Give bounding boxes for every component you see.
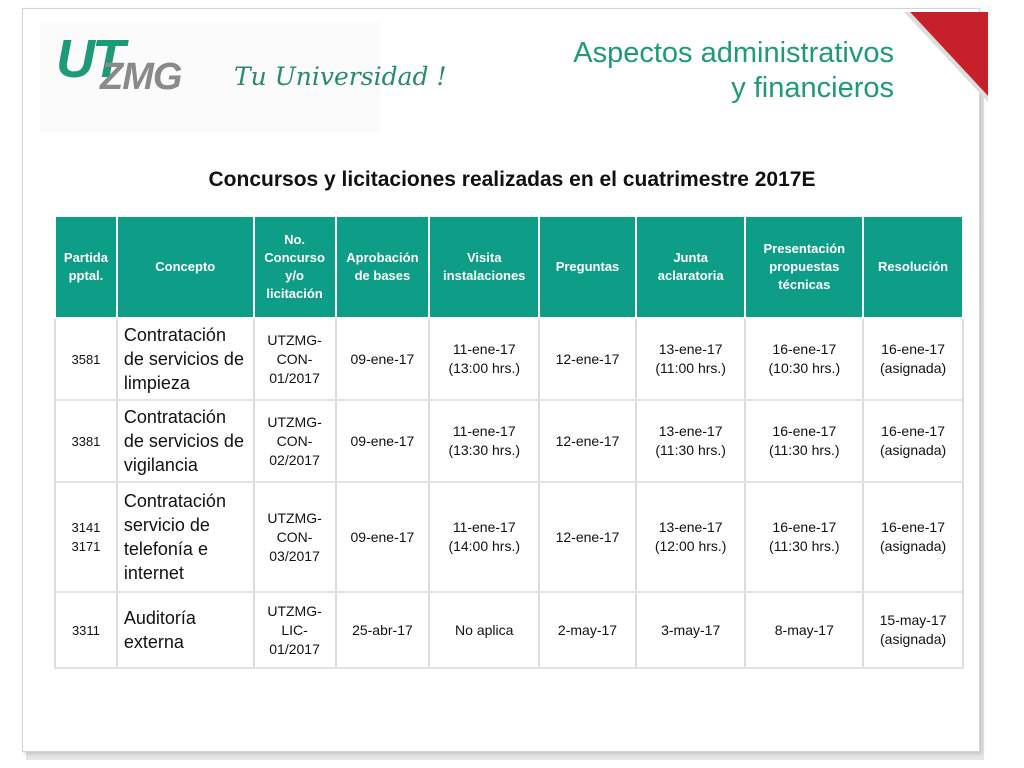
tenders-table <box>54 215 964 669</box>
cell-no-concurso: UTZMG- LIC- 01/2017 <box>254 592 336 668</box>
logo-zmg-text: ZMG <box>100 56 182 98</box>
slide-title-line-1: Aspectos administrativos <box>573 37 894 69</box>
cell-visita: No aplica <box>429 592 539 668</box>
table-row <box>55 318 963 400</box>
cell-partida: 3381 <box>55 400 117 482</box>
logo-ut-text: UT <box>56 29 122 89</box>
cell-presentacion: 16-ene-17 (11:30 hrs.) <box>745 400 863 482</box>
cell-visita: 11-ene-17 (13:00 hrs.) <box>429 318 539 400</box>
header-partida: Partida pptal. <box>55 216 117 318</box>
cell-no-concurso: UTZMG- CON- 03/2017 <box>254 482 336 592</box>
cell-resolucion: 16-ene-17 (asignada) <box>863 318 963 400</box>
cell-aprobacion: 09-ene-17 <box>336 318 430 400</box>
corner-fold-icon <box>900 10 990 110</box>
cell-visita: 11-ene-17 (14:00 hrs.) <box>429 482 539 592</box>
table-row <box>55 400 963 482</box>
cell-junta: 13-ene-17 (11:00 hrs.) <box>636 318 746 400</box>
cell-partida: 3141 3171 <box>55 482 117 592</box>
header-presentacion: Presentación propuestas técnicas <box>745 216 863 318</box>
cell-partida: 3581 <box>55 318 117 400</box>
cell-presentacion: 16-ene-17 (11:30 hrs.) <box>745 482 863 592</box>
cell-presentacion: 16-ene-17 (10:30 hrs.) <box>745 318 863 400</box>
logo-tagline: Tu Universidad ! <box>234 62 447 91</box>
header-concepto: Concepto <box>117 216 254 318</box>
cell-resolucion: 16-ene-17 (asignada) <box>863 400 963 482</box>
cell-preguntas: 12-ene-17 <box>539 400 636 482</box>
cell-aprobacion: 25-abr-17 <box>336 592 430 668</box>
cell-preguntas: 2-may-17 <box>539 592 636 668</box>
cell-junta: 13-ene-17 (11:30 hrs.) <box>636 400 746 482</box>
cell-resolucion: 15-may-17 (asignada) <box>863 592 963 668</box>
header-junta: Junta aclaratoria <box>636 216 746 318</box>
cell-resolucion: 16-ene-17 (asignada) <box>863 482 963 592</box>
cell-junta: 13-ene-17 (12:00 hrs.) <box>636 482 746 592</box>
cell-partida: 3311 <box>55 592 117 668</box>
header-aprobacion: Aprobación de bases <box>336 216 430 318</box>
header-resolucion: Resolución <box>863 216 963 318</box>
table-header-row <box>55 216 963 318</box>
cell-junta: 3-may-17 <box>636 592 746 668</box>
cell-concepto: Contratación de servicios de limpieza <box>117 318 254 400</box>
cell-concepto: Contratación de servicios de vigilancia <box>117 400 254 482</box>
cell-concepto: Contratación servicio de telefonía e internet <box>117 482 254 592</box>
slide-title-line-2: y financieros <box>731 72 894 104</box>
table-caption: Concursos y licitaciones realizadas en el cuatrimestre 2017E <box>208 168 816 191</box>
cell-aprobacion: 09-ene-17 <box>336 400 430 482</box>
header-visita: Visita instalaciones <box>429 216 539 318</box>
cell-aprobacion: 09-ene-17 <box>336 482 430 592</box>
cell-visita: 11-ene-17 (13:30 hrs.) <box>429 400 539 482</box>
header-preguntas: Preguntas <box>539 216 636 318</box>
cell-no-concurso: UTZMG- CON- 01/2017 <box>254 318 336 400</box>
table-row <box>55 482 963 592</box>
cell-presentacion: 8-may-17 <box>745 592 863 668</box>
cell-no-concurso: UTZMG- CON- 02/2017 <box>254 400 336 482</box>
table-row <box>55 592 963 668</box>
cell-preguntas: 12-ene-17 <box>539 318 636 400</box>
cell-preguntas: 12-ene-17 <box>539 482 636 592</box>
header-no-concurso: No. Concurso y/o licitación <box>254 216 336 318</box>
cell-concepto: Auditoría externa <box>117 592 254 668</box>
slide-title <box>573 36 894 106</box>
